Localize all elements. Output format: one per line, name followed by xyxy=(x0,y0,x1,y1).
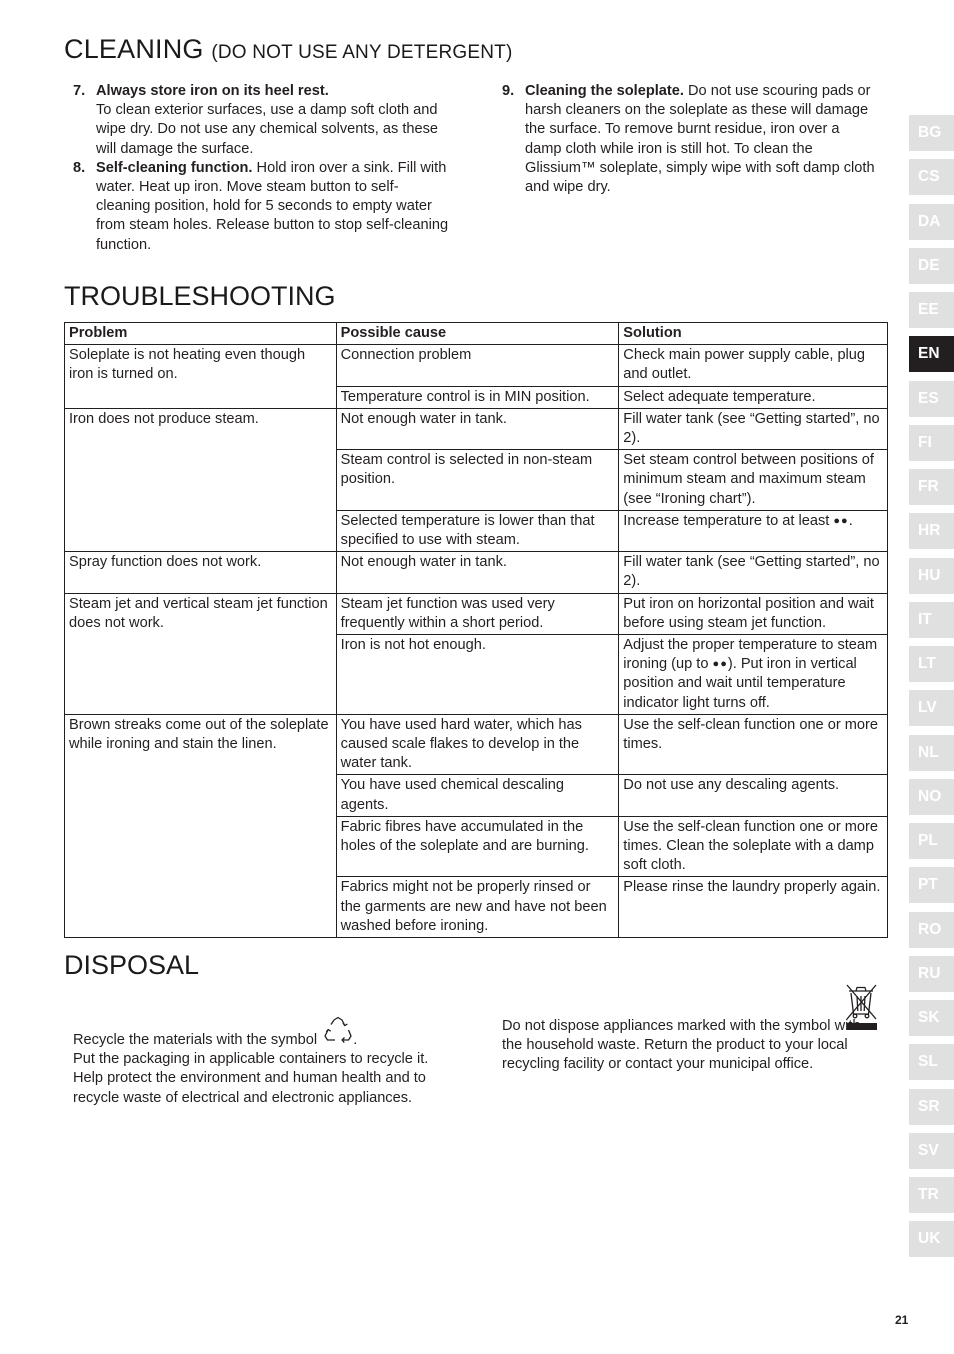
language-tab-nl[interactable]: NL xyxy=(909,735,954,771)
solution-text-end: . xyxy=(848,512,853,529)
solution-cell: Please rinse the laundry properly again. xyxy=(619,877,888,938)
cause-cell: Iron is not hot enough. xyxy=(336,635,619,715)
solution-text: Adjust the proper temperature to steam ironing (up to xyxy=(623,637,878,673)
solution-text: Increase temperature to at least xyxy=(623,512,830,529)
cause-cell: Not enough water in tank. xyxy=(336,552,619,593)
disposal-heading: DISPOSAL xyxy=(64,950,200,980)
language-tab-bg[interactable]: BG xyxy=(909,115,954,151)
cause-cell: Steam jet function was used very frequently within a short period. xyxy=(336,593,619,634)
cleaning-right-column xyxy=(502,82,876,197)
language-tab-sk[interactable]: SK xyxy=(909,1000,954,1036)
recycle-rest: Put the packaging in applicable containers to recycle it. Help protect the environment and human health and to recycle waste of electrical and electronic appliances. xyxy=(73,1051,429,1106)
language-tab-pt[interactable]: PT xyxy=(909,867,954,903)
solution-cell: Use the self-clean function one or more times. Clean the soleplate with a damp soft cloth. xyxy=(619,816,888,877)
solution-cell: Use the self-clean function one or more times. xyxy=(619,714,888,775)
troubleshooting-table xyxy=(64,322,888,938)
language-tab-fi[interactable]: FI xyxy=(909,425,954,461)
problem-cell: Soleplate is not heating even though iron is turned on. xyxy=(65,345,337,409)
item-heading: Self-cleaning function. xyxy=(96,159,253,176)
cause-cell: Fabrics might not be properly rinsed or the garments are new and have not been washed before ironing. xyxy=(336,877,619,938)
temperature-dots-icon: ●● xyxy=(833,514,849,527)
language-tab-lv[interactable]: LV xyxy=(909,690,954,726)
recycle-line-end: . xyxy=(353,1032,358,1048)
table-row xyxy=(65,593,888,634)
cleaning-item-9 xyxy=(502,82,876,197)
item-number: 7. xyxy=(73,83,86,99)
page-number: 21 xyxy=(895,1313,909,1327)
language-tab-lt[interactable]: LT xyxy=(909,646,954,682)
disposal-weee-text xyxy=(502,1017,882,1075)
solution-cell: Put iron on horizontal position and wait before using steam jet function. xyxy=(619,593,888,634)
cause-cell: Temperature control is in MIN position. xyxy=(336,386,619,408)
solution-cell xyxy=(619,635,888,715)
header-problem: Problem xyxy=(65,323,337,345)
language-tab-ee[interactable]: EE xyxy=(909,292,954,328)
cause-cell: Not enough water in tank. xyxy=(336,408,619,449)
problem-cell: Brown streaks come out of the soleplate while ironing and stain the linen. xyxy=(65,714,337,937)
language-tab-hr[interactable]: HR xyxy=(909,513,954,549)
language-tabs xyxy=(909,115,954,1266)
disposal-recycle-text xyxy=(73,1016,453,1108)
item-number: 8. xyxy=(73,159,86,176)
troubleshooting-heading: TROUBLESHOOTING xyxy=(64,281,336,311)
item-heading: Cleaning the soleplate. xyxy=(525,83,684,99)
language-tab-no[interactable]: NO xyxy=(909,779,954,815)
cleaning-item-7 xyxy=(73,82,449,159)
cause-cell: Steam control is selected in non-steam position. xyxy=(336,450,619,511)
problem-cell: Steam jet and vertical steam jet function does not work. xyxy=(65,593,337,714)
item-heading: Always store iron on its heel rest. xyxy=(96,83,329,99)
language-tab-uk[interactable]: UK xyxy=(909,1221,954,1257)
language-tab-sl[interactable]: SL xyxy=(909,1044,954,1080)
language-tab-hu[interactable]: HU xyxy=(909,558,954,594)
language-tab-cs[interactable]: CS xyxy=(909,159,954,195)
language-tab-sr[interactable]: SR xyxy=(909,1089,954,1125)
solution-cell: Check main power supply cable, plug and outlet. xyxy=(619,345,888,386)
language-tab-fr[interactable]: FR xyxy=(909,469,954,505)
cause-cell: Fabric fibres have accumulated in the holes of the soleplate and are burning. xyxy=(336,816,619,877)
language-tab-ro[interactable]: RO xyxy=(909,912,954,948)
cleaning-item-8 xyxy=(73,159,449,255)
cleaning-title: CLEANING xyxy=(64,34,204,64)
language-tab-es[interactable]: ES xyxy=(909,381,954,417)
header-possible-cause: Possible cause xyxy=(336,323,619,345)
language-tab-pl[interactable]: PL xyxy=(909,823,954,859)
solution-cell: Select adequate temperature. xyxy=(619,386,888,408)
solution-cell: Do not use any descaling agents. xyxy=(619,775,888,816)
cause-cell: Selected temperature is lower than that specified to use with steam. xyxy=(336,510,619,551)
recycle-icon xyxy=(323,1016,353,1046)
solution-cell xyxy=(619,510,888,551)
cleaning-left-column xyxy=(73,82,449,255)
table-row xyxy=(65,408,888,449)
table-header-row xyxy=(65,323,888,345)
header-solution: Solution xyxy=(619,323,888,345)
language-tab-ru[interactable]: RU xyxy=(909,956,954,992)
cleaning-heading xyxy=(64,34,513,65)
weee-text: Do not dispose appliances marked with the symbol with the household waste. Return the product to your local recycling facility or contact your municipal office. xyxy=(502,1018,861,1073)
cause-cell: Connection problem xyxy=(336,345,619,386)
item-number: 9. xyxy=(502,83,515,99)
cause-cell: You have used chemical descaling agents. xyxy=(336,775,619,816)
problem-cell: Spray function does not work. xyxy=(65,552,337,593)
table-row xyxy=(65,552,888,593)
table-row xyxy=(65,714,888,775)
item-text: Do not use scouring pads or harsh cleaners on the soleplate as these will damage the surface. To remove burnt residue, iron over a damp cloth while iron is still hot. To clean the Glissium™ soleplate, simply wipe with soft damp cloth and wipe dry. xyxy=(525,83,875,196)
cause-cell: You have used hard water, which has caused scale flakes to develop in the water tank. xyxy=(336,714,619,775)
table-row xyxy=(65,345,888,386)
solution-text-end: ). Put iron in vertical position and wait until temperature indicator light turns off. xyxy=(623,656,857,711)
temperature-dots-icon: ●● xyxy=(712,658,728,671)
solution-cell: Fill water tank (see “Getting started”, no 2). xyxy=(619,552,888,593)
item-text: To clean exterior surfaces, use a damp soft cloth and wipe dry. Do not use any chemical solvents, as these will damage the surface. xyxy=(96,102,439,157)
solution-cell: Set steam control between positions of minimum steam and maximum steam (see “Ironing chart”). xyxy=(619,450,888,511)
language-tab-de[interactable]: DE xyxy=(909,248,954,284)
language-tab-da[interactable]: DA xyxy=(909,204,954,240)
cleaning-subtitle: (DO NOT USE ANY DETERGENT) xyxy=(211,42,513,63)
solution-cell: Fill water tank (see “Getting started”, no 2). xyxy=(619,408,888,449)
language-tab-en[interactable]: EN xyxy=(909,336,954,372)
language-tab-tr[interactable]: TR xyxy=(909,1177,954,1213)
language-tab-it[interactable]: IT xyxy=(909,602,954,638)
language-tab-sv[interactable]: SV xyxy=(909,1133,954,1169)
problem-cell: Iron does not produce steam. xyxy=(65,408,337,551)
item-text: Hold iron over a sink. Fill with water. Heat up iron. Move steam button to self-cleaning position, hold for 5 seconds to empty water from steam holes. Release button to stop self-cleaning function. xyxy=(96,159,449,253)
recycle-line: Recycle the materials with the symbol xyxy=(73,1032,318,1048)
